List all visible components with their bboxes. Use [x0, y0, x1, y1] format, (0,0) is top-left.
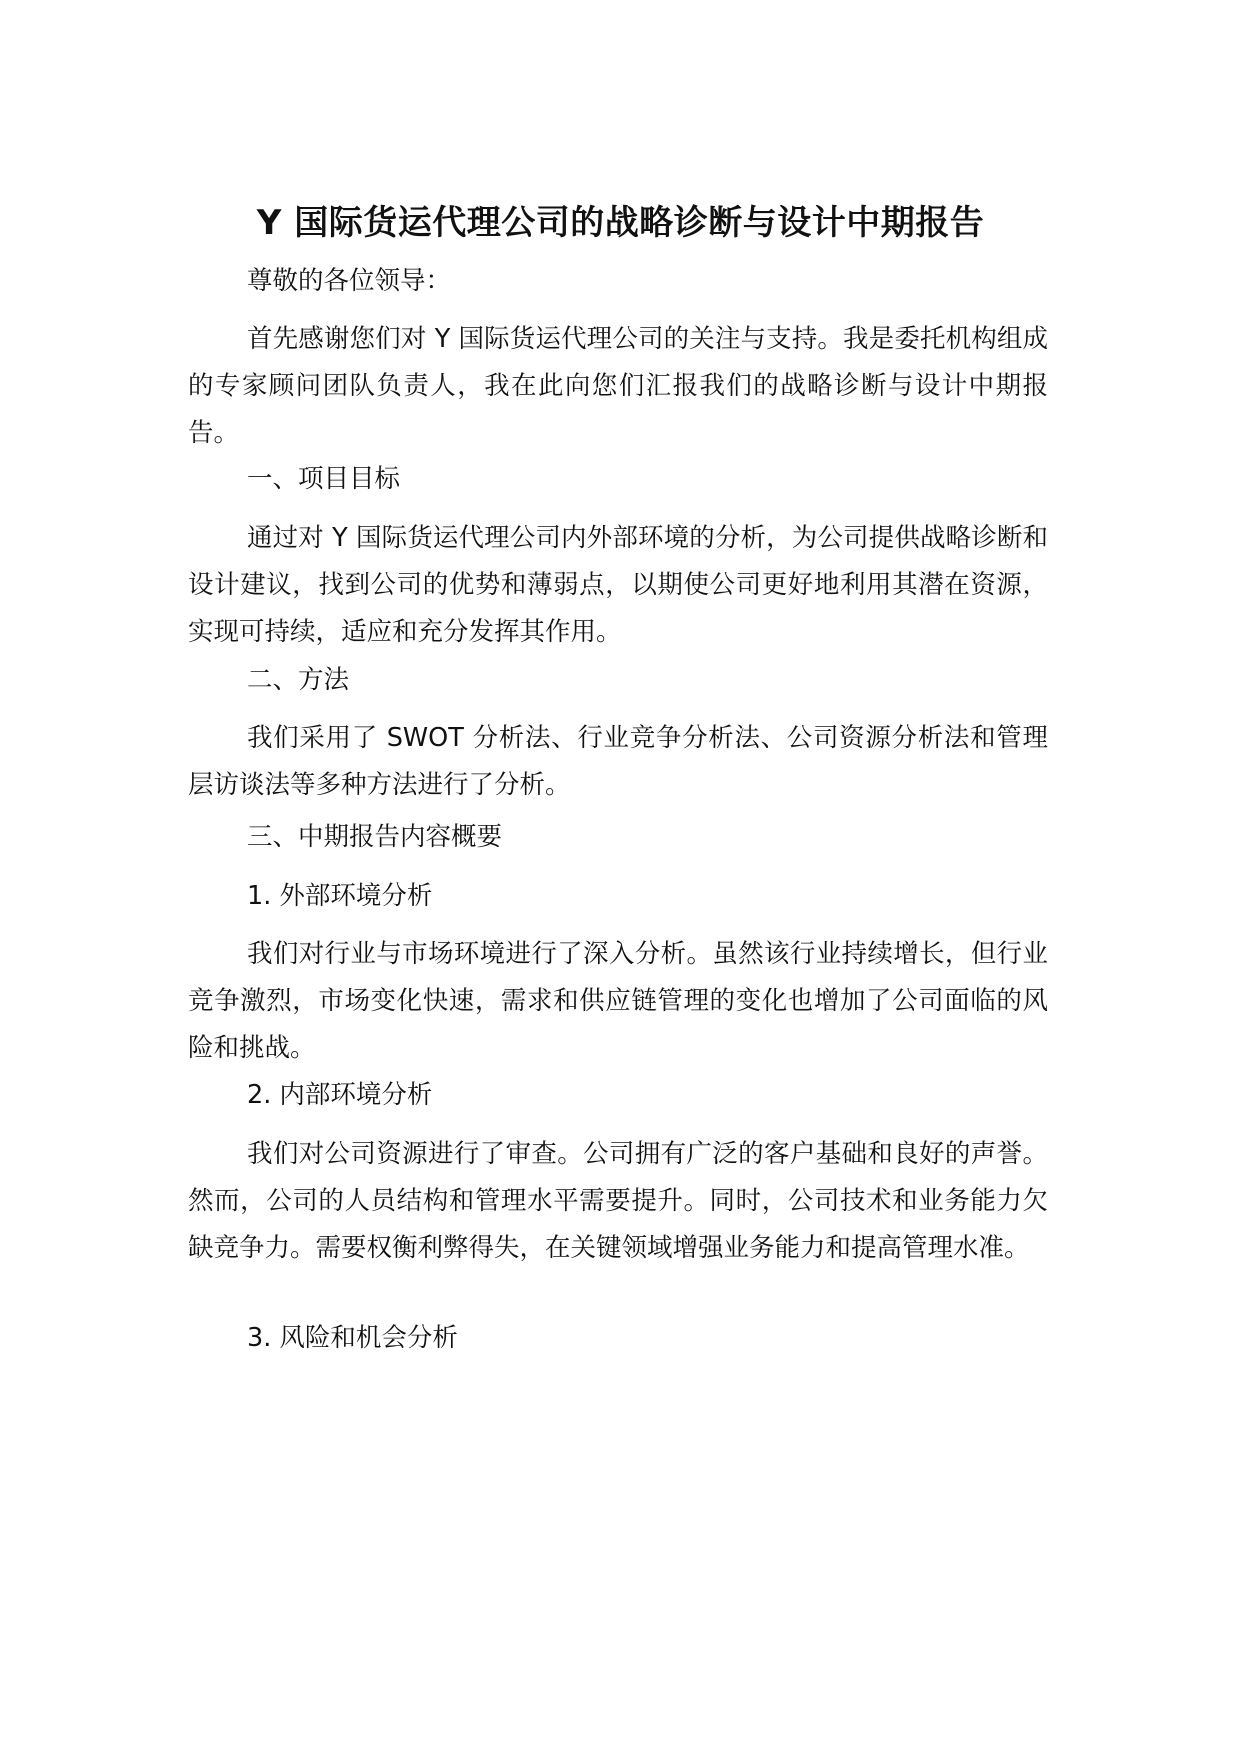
document-title: Y 国际货运代理公司的战略诊断与设计中期报告: [256, 202, 985, 243]
section-heading-objectives: 一、项目目标: [247, 464, 401, 494]
internal-analysis-paragraph: 我们对公司资源进行了审查。公司拥有广泛的客户基础和良好的声誉。然而，公司的人员结构和管理水平需要提升。同时，公司技术和业务能力欠缺竞争力。需要权衡利弊得失，在关键领域增强业务能力和提高管理水准。: [188, 1139, 1048, 1263]
subsection-heading-external: 1. 外部环境分析: [247, 881, 433, 911]
section-heading-methods: 二、方法: [247, 665, 350, 695]
intro-paragraph: 首先感谢您们对 Y 国际货运代理公司的关注与支持。我是委托机构组成的专家顾问团队负责人，我在此向您们汇报我们的战略诊断与设计中期报告。: [188, 324, 1048, 448]
section-heading-summary: 三、中期报告内容概要: [247, 822, 503, 852]
subsection-heading-internal: 2. 内部环境分析: [247, 1080, 433, 1110]
objectives-paragraph: 通过对 Y 国际货运代理公司内外部环境的分析，为公司提供战略诊断和设计建议，找到公司的优势和薄弱点，以期使公司更好地利用其潜在资源，实现可持续，适应和充分发挥其作用。: [188, 523, 1048, 647]
salutation: 尊敬的各位领导：: [247, 266, 452, 296]
external-analysis-paragraph: 我们对行业与市场环境进行了深入分析。虽然该行业持续增长，但行业竞争激烈，市场变化快速，需求和供应链管理的变化也增加了公司面临的风险和挑战。: [188, 939, 1048, 1063]
subsection-heading-risk: 3. 风险和机会分析: [247, 1323, 458, 1353]
methods-paragraph: 我们采用了 SWOT 分析法、行业竞争分析法、公司资源分析法和管理层访谈法等多种方法进行了分析。: [188, 723, 1048, 800]
